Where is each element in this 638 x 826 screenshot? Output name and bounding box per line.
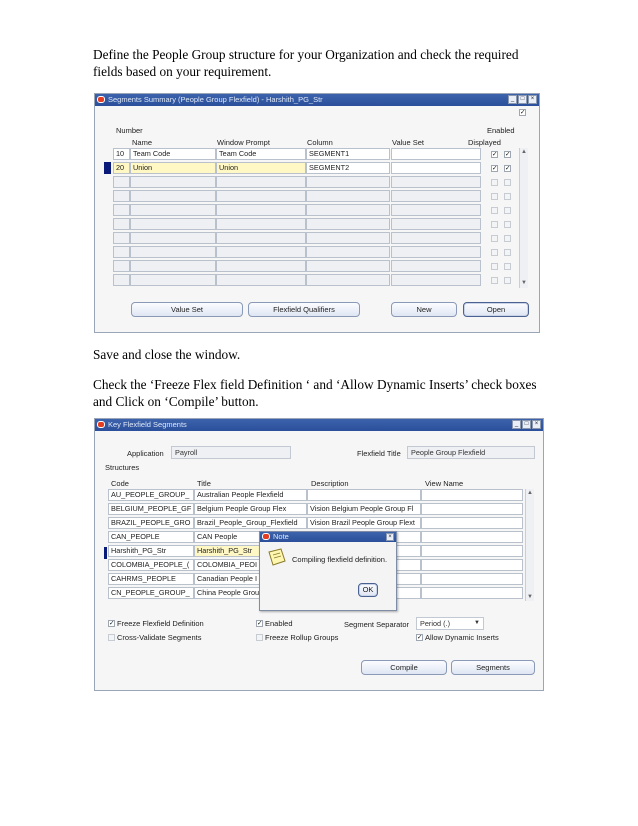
empty-cell[interactable] bbox=[130, 232, 216, 244]
empty-cell[interactable] bbox=[391, 246, 481, 258]
enabled-header: Enabled bbox=[487, 126, 515, 135]
row2-window-prompt[interactable]: Union bbox=[216, 162, 306, 174]
empty-cell[interactable] bbox=[216, 218, 306, 230]
empty-cell[interactable] bbox=[113, 190, 130, 202]
empty-cell[interactable] bbox=[391, 176, 481, 188]
structure-title-cell[interactable]: Belgium People Group Flex bbox=[194, 503, 307, 515]
empty-checkbox[interactable] bbox=[504, 221, 511, 228]
empty-cell[interactable] bbox=[113, 274, 130, 286]
structure-view-name-cell[interactable] bbox=[421, 517, 523, 529]
empty-checkbox[interactable] bbox=[504, 235, 511, 242]
structures-label: Structures bbox=[105, 463, 140, 472]
note-message: Compiling flexfield definition. bbox=[292, 555, 388, 564]
value-set-header: Value Set bbox=[392, 138, 424, 147]
segment-separator-label: Segment Separator bbox=[344, 620, 410, 629]
note-dialog-title: Note bbox=[273, 532, 289, 541]
structure-view-name-cell[interactable] bbox=[421, 545, 523, 557]
current-row-marker bbox=[104, 162, 111, 174]
structure-code-cell[interactable]: BRAZIL_PEOPLE_GRO bbox=[108, 517, 194, 529]
empty-checkbox[interactable] bbox=[504, 277, 511, 284]
row1-name[interactable]: Team Code bbox=[130, 148, 216, 160]
cross-validate-label: Cross-Validate Segments bbox=[117, 633, 202, 642]
structure-description-cell[interactable]: Vision Brazil People Group Flext bbox=[307, 517, 421, 529]
structure-title-cell[interactable]: China People Grou bbox=[194, 587, 307, 599]
empty-cell[interactable] bbox=[391, 274, 481, 286]
empty-cell[interactable] bbox=[306, 204, 390, 216]
instruction-paragraph-3: Check the ‘Freeze Flex field Definition ‘ and ‘Allow Dynamic Inserts’ check boxes and Click on ‘Compile’ button. bbox=[93, 377, 537, 409]
segments-summary-titlebar[interactable] bbox=[95, 94, 539, 106]
row2-enabled-checkbox[interactable]: ✓ bbox=[492, 165, 498, 172]
minimize-icon[interactable]: _ bbox=[508, 95, 517, 104]
empty-cell[interactable] bbox=[113, 246, 130, 258]
row1-column[interactable]: SEGMENT1 bbox=[306, 148, 390, 160]
scroll-down-icon[interactable]: ▼ bbox=[521, 280, 527, 286]
row1-number[interactable]: 10 bbox=[113, 148, 130, 160]
structure-title-cell[interactable]: COLOMBIA_PEOI bbox=[194, 559, 307, 571]
application-label: Application bbox=[127, 449, 164, 458]
empty-cell[interactable] bbox=[391, 218, 481, 230]
structure-view-name-cell[interactable] bbox=[421, 559, 523, 571]
empty-cell[interactable] bbox=[216, 246, 306, 258]
structure-view-name-cell[interactable] bbox=[421, 587, 523, 599]
value-set-button[interactable]: Value Set bbox=[131, 302, 243, 317]
row2-displayed-checkbox[interactable]: ✓ bbox=[505, 165, 511, 172]
structure-code-cell[interactable]: BELGIUM_PEOPLE_GF bbox=[108, 503, 194, 515]
empty-cell[interactable] bbox=[216, 190, 306, 202]
row2-name[interactable]: Union bbox=[130, 162, 216, 174]
empty-checkbox[interactable] bbox=[504, 193, 511, 200]
oracle-icon bbox=[97, 421, 105, 428]
empty-checkbox[interactable] bbox=[491, 277, 498, 284]
segments-scrollbar[interactable] bbox=[519, 148, 528, 288]
empty-cell[interactable] bbox=[306, 274, 390, 286]
structure-view-name-cell[interactable] bbox=[421, 503, 523, 515]
window-prompt-header: Window Prompt bbox=[217, 138, 270, 147]
structure-title-cell[interactable]: CAN People bbox=[194, 531, 307, 543]
freeze-flexfield-checkbox[interactable]: ✓ bbox=[109, 620, 115, 627]
empty-cell[interactable] bbox=[391, 190, 481, 202]
row1-value-set[interactable] bbox=[391, 148, 481, 160]
close-icon[interactable]: × bbox=[528, 95, 537, 104]
empty-cell[interactable] bbox=[130, 274, 216, 286]
scroll-up-icon[interactable]: ▲ bbox=[527, 490, 533, 496]
allow-dynamic-inserts-label: Allow Dynamic Inserts bbox=[425, 633, 499, 642]
cross-validate-checkbox[interactable] bbox=[108, 634, 115, 641]
maximize-icon[interactable]: □ bbox=[522, 420, 531, 429]
empty-cell[interactable] bbox=[216, 260, 306, 272]
empty-checkbox[interactable] bbox=[491, 193, 498, 200]
empty-checkbox[interactable] bbox=[491, 263, 498, 270]
empty-cell[interactable] bbox=[306, 232, 390, 244]
empty-cell[interactable] bbox=[306, 176, 390, 188]
structure-title-cell[interactable]: Harshith_PG_Str bbox=[194, 545, 307, 557]
flexfield-title-field[interactable]: People Group Flexfield bbox=[407, 446, 535, 459]
title-header: Title bbox=[197, 479, 211, 488]
row2-column[interactable]: SEGMENT2 bbox=[306, 162, 390, 174]
empty-cell[interactable] bbox=[391, 260, 481, 272]
empty-cell[interactable] bbox=[113, 176, 130, 188]
structure-title-cell[interactable]: Brazil_People_Group_Flexfield bbox=[194, 517, 307, 529]
allow-dynamic-inserts-checkbox[interactable]: ✓ bbox=[417, 634, 423, 641]
chevron-down-icon[interactable]: ▼ bbox=[474, 620, 480, 626]
row1-enabled-checkbox[interactable]: ✓ bbox=[492, 151, 498, 158]
name-header: Name bbox=[132, 138, 153, 147]
empty-checkbox[interactable] bbox=[491, 235, 498, 242]
row-indicator-column bbox=[104, 148, 112, 288]
view-name-header: View Name bbox=[425, 479, 464, 488]
empty-cell[interactable] bbox=[216, 176, 306, 188]
number-header: Number bbox=[116, 126, 143, 135]
compile-button[interactable]: Compile bbox=[361, 660, 447, 675]
key-flexfield-segments-window bbox=[94, 418, 544, 691]
empty-checkbox[interactable] bbox=[504, 263, 511, 270]
structure-code-cell[interactable]: Harshith_PG_Str bbox=[108, 545, 194, 557]
enabled-checkbox[interactable]: ✓ bbox=[257, 620, 263, 627]
empty-cell[interactable] bbox=[113, 218, 130, 230]
new-button[interactable]: New bbox=[391, 302, 457, 317]
empty-cell[interactable] bbox=[130, 190, 216, 202]
segment-separator-value: Period (.) bbox=[420, 619, 451, 628]
scroll-up-icon[interactable]: ▲ bbox=[521, 149, 527, 155]
empty-checkbox[interactable] bbox=[491, 249, 498, 256]
key-flexfield-titlebar[interactable] bbox=[95, 419, 543, 431]
structure-code-cell[interactable]: COLOMBIA_PEOPLE_( bbox=[108, 559, 194, 571]
ok-button[interactable]: OK bbox=[358, 583, 378, 597]
empty-cell[interactable] bbox=[130, 176, 216, 188]
structure-title-cell[interactable]: Australian People Flexfield bbox=[194, 489, 307, 501]
segment-separator-select[interactable] bbox=[416, 617, 484, 630]
close-icon[interactable]: × bbox=[386, 533, 394, 541]
structure-title-cell[interactable]: Canadian People I bbox=[194, 573, 307, 585]
code-header: Code bbox=[111, 479, 129, 488]
empty-checkbox[interactable] bbox=[504, 179, 511, 186]
empty-checkbox[interactable] bbox=[491, 179, 498, 186]
flexfield-title-label: Flexfield Title bbox=[357, 449, 401, 458]
displayed-header: Displayed bbox=[468, 138, 501, 147]
structure-view-name-cell[interactable] bbox=[421, 489, 523, 501]
segments-summary-window bbox=[94, 93, 540, 333]
empty-cell[interactable] bbox=[216, 232, 306, 244]
oracle-icon bbox=[97, 96, 105, 103]
row2-number[interactable]: 20 bbox=[113, 162, 130, 174]
maximize-icon[interactable]: □ bbox=[518, 95, 527, 104]
structure-code-cell[interactable]: CAN_PEOPLE bbox=[108, 531, 194, 543]
segments-button[interactable]: Segments bbox=[451, 660, 535, 675]
instruction-paragraph-2: Save and close the window. bbox=[93, 347, 241, 362]
column-header: Column bbox=[307, 138, 333, 147]
flexfield-qualifiers-button[interactable]: Flexfield Qualifiers bbox=[248, 302, 360, 317]
empty-cell[interactable] bbox=[113, 204, 130, 216]
empty-checkbox[interactable] bbox=[504, 249, 511, 256]
empty-cell[interactable] bbox=[391, 204, 481, 216]
freeze-flexfield-label: Freeze Flexfield Definition bbox=[117, 619, 204, 628]
note-icon bbox=[267, 547, 287, 567]
freeze-rollup-label: Freeze Rollup Groups bbox=[265, 633, 339, 642]
structure-view-name-cell[interactable] bbox=[421, 531, 523, 543]
enabled-toggle-checkbox[interactable]: ✓ bbox=[520, 109, 526, 116]
instruction-paragraph-1: Define the People Group structure for your Organization and check the required fields based on your requirement. bbox=[93, 47, 519, 79]
note-dialog bbox=[259, 531, 397, 611]
oracle-icon bbox=[262, 533, 270, 540]
row1-displayed-checkbox[interactable]: ✓ bbox=[505, 151, 511, 158]
empty-cell[interactable] bbox=[130, 246, 216, 258]
structure-code-cell[interactable]: CAHRMS_PEOPLE bbox=[108, 573, 194, 585]
structure-description-cell[interactable] bbox=[307, 489, 421, 501]
window-title: Key Flexfield Segments bbox=[108, 420, 187, 429]
structures-scrollbar[interactable] bbox=[525, 489, 534, 601]
freeze-rollup-checkbox[interactable] bbox=[256, 634, 263, 641]
row2-value-set[interactable] bbox=[391, 162, 481, 174]
empty-cell[interactable] bbox=[113, 260, 130, 272]
close-icon[interactable]: × bbox=[532, 420, 541, 429]
empty-cell[interactable] bbox=[113, 232, 130, 244]
row1-window-prompt[interactable]: Team Code bbox=[216, 148, 306, 160]
note-dialog-titlebar[interactable] bbox=[260, 532, 396, 542]
empty-cell[interactable] bbox=[306, 246, 390, 258]
empty-cell[interactable] bbox=[306, 190, 390, 202]
structure-code-cell[interactable]: CN_PEOPLE_GROUP_ bbox=[108, 587, 194, 599]
empty-cell[interactable] bbox=[306, 260, 390, 272]
empty-checkbox[interactable] bbox=[491, 221, 498, 228]
empty-cell[interactable] bbox=[130, 204, 216, 216]
enabled-label: Enabled bbox=[265, 619, 293, 628]
empty-checkbox[interactable] bbox=[491, 207, 498, 214]
empty-cell[interactable] bbox=[130, 260, 216, 272]
empty-cell[interactable] bbox=[391, 232, 481, 244]
structure-code-cell[interactable]: AU_PEOPLE_GROUP_ bbox=[108, 489, 194, 501]
structure-description-cell[interactable]: Vision Belgium People Group Fl bbox=[307, 503, 421, 515]
minimize-icon[interactable]: _ bbox=[512, 420, 521, 429]
empty-cell[interactable] bbox=[216, 274, 306, 286]
empty-cell[interactable] bbox=[306, 218, 390, 230]
open-button[interactable]: Open bbox=[463, 302, 529, 317]
structure-view-name-cell[interactable] bbox=[421, 573, 523, 585]
window-title: Segments Summary (People Group Flexfield) - Harshith_PG_Str bbox=[108, 95, 323, 104]
empty-cell[interactable] bbox=[216, 204, 306, 216]
current-row-marker bbox=[104, 547, 107, 559]
description-header: Description bbox=[311, 479, 349, 488]
application-field[interactable]: Payroll bbox=[171, 446, 291, 459]
empty-cell[interactable] bbox=[130, 218, 216, 230]
scroll-down-icon[interactable]: ▼ bbox=[527, 594, 533, 600]
empty-checkbox[interactable] bbox=[504, 207, 511, 214]
